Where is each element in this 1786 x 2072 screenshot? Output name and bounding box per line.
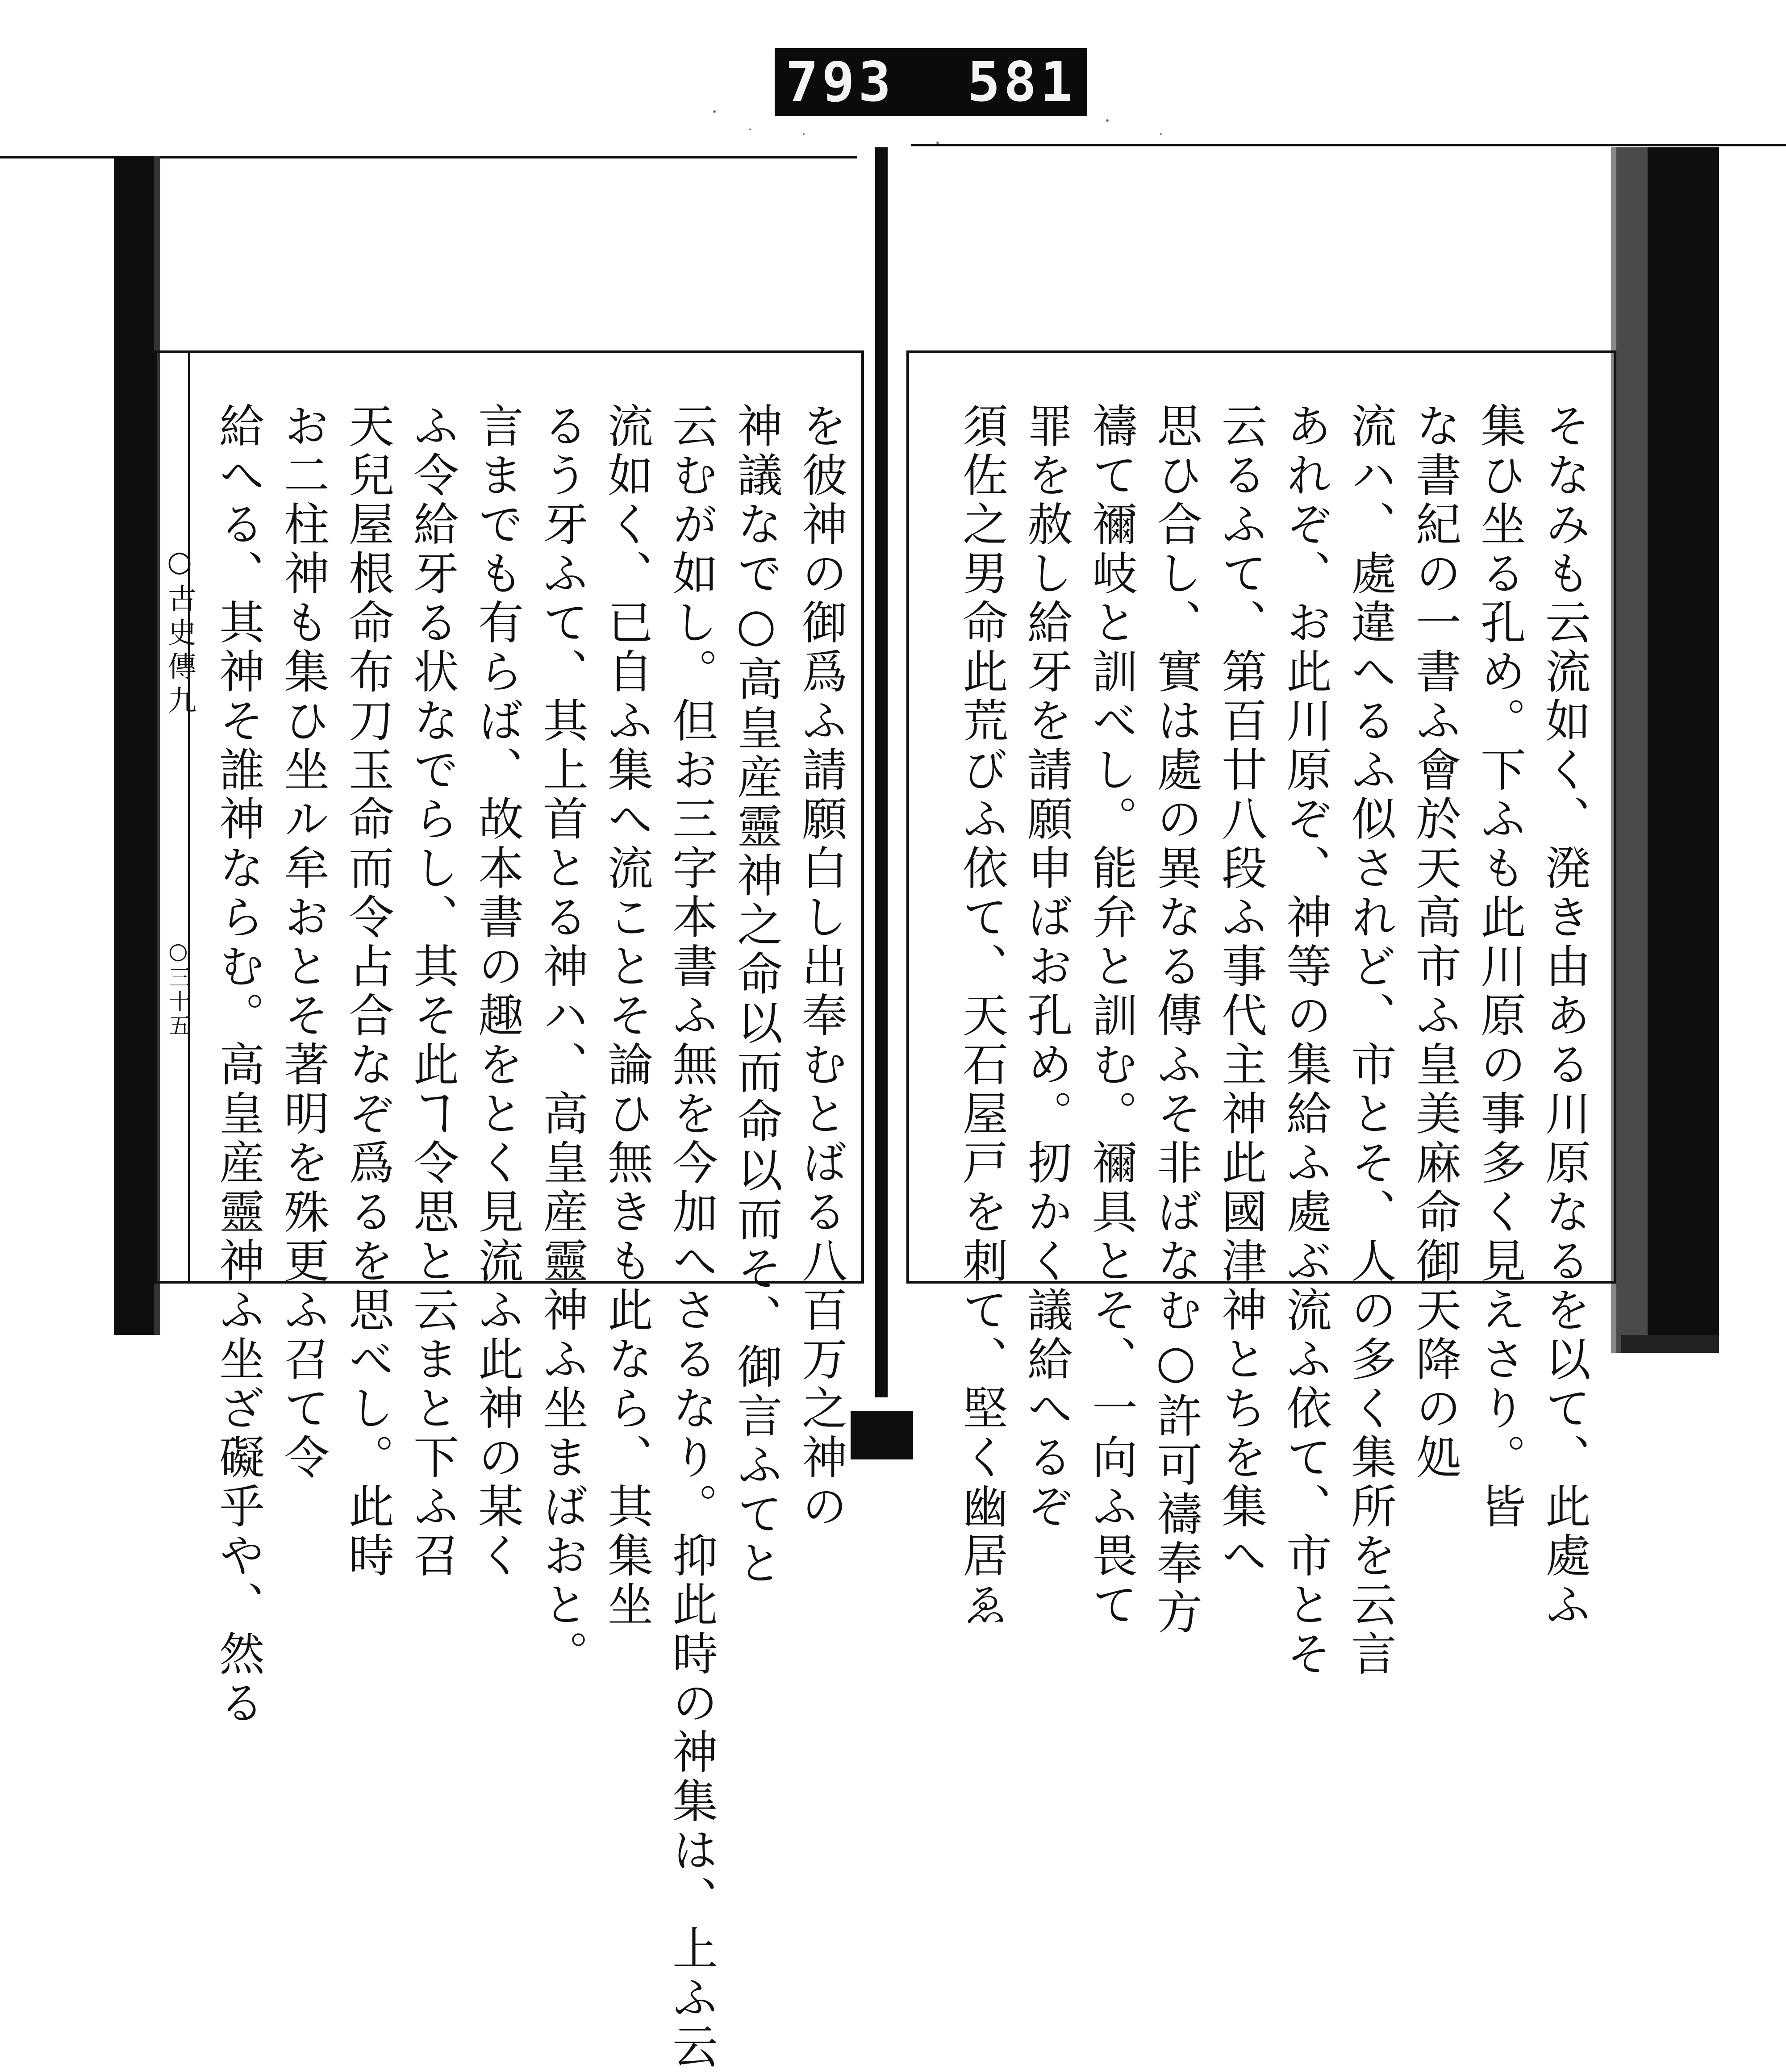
- left-col-8: 天兒屋根命布刀玉命而令占合なぞ爲るを思べし。此時: [341, 402, 394, 1581]
- left-col-10: 給へる、其神そ誰神ならむ。高皇産靈神ふ坐ざ礙乎や、然る: [212, 402, 265, 1728]
- right-col-1: そなみも云流如く、溌き由ある川原なるを以て、此處ふ: [1538, 402, 1591, 1630]
- right-page-text-frame: [906, 350, 1616, 1679]
- left-col-3: 云むが如し。但お三字本書ふ無を今加へさるなり。抑此時の神集は、上ふ云: [665, 402, 718, 2072]
- right-col-6: 云るふて、第百廿八段ふ事代主神此國津神とちを集へ: [1214, 402, 1267, 1581]
- left-page-margin-rule: [188, 353, 190, 1281]
- center-gutter: [875, 147, 888, 1397]
- running-title: ○古史傳九: [163, 545, 196, 719]
- right-page-edge: [1648, 147, 1719, 1353]
- gutter-base: [851, 1411, 913, 1459]
- right-col-7: 思ひ合し、實は處の異なる傳ふそ非ばなむ○許可禱奉方: [1149, 402, 1202, 1638]
- right-col-2: 集ひ坐る孔め。下ふも此川原の事多く見えさり。皆: [1473, 402, 1526, 1532]
- counter-right-number: 581: [967, 50, 1077, 114]
- left-col-6: 言までも有らば、故本書の趣をとく見流ふ此神の某く: [471, 402, 524, 1581]
- left-page-edge: [114, 156, 154, 1335]
- right-col-4: 流ハ、處違へるふ似されど、市とそ、人の多く集所を云言: [1344, 402, 1397, 1679]
- right-col-3: な書紀の一書ふ會於天高市ふ皇美麻命御天降の処: [1408, 402, 1461, 1483]
- left-col-4: 流如く、已自ふ集へ流ことそ論ひ無きも此なら、其集坐: [600, 402, 653, 1630]
- right-col-9: 罪を赦し給牙を請願申ばお孔め。扨かく議給へるぞ: [1020, 402, 1073, 1532]
- counter-left-number: 793: [785, 50, 895, 114]
- archive-counter-label: [775, 48, 1087, 116]
- left-col-2: 神議なで○高皇産靈神之命以而命以而そ、御言ふてと: [730, 402, 783, 1588]
- right-col-10: 須佐之男命此荒びふ依て、天石屋戸を刺て、堅く幽居ゑ: [955, 402, 1008, 1630]
- left-col-9: お二柱神も集ひ坐ル牟おとそ著明を殊更ふ召て令: [276, 402, 330, 1483]
- left-col-7: ふ令給牙る状なでらし、其そ此ヿ令思と云まと下ふ召: [406, 402, 459, 1581]
- right-col-8: 禱て禰岐と訓べし。能弁と訓む。禰具とそ、一向ふ畏て: [1085, 402, 1138, 1630]
- right-col-5: あれぞ、お此川原ぞ、神等の集給ふ處ぶ流ふ依て、市とそ: [1279, 402, 1332, 1679]
- left-page-text-frame: [154, 350, 864, 2072]
- left-col-5: るう牙ふて、其上首とる神ハ、高皇産靈神ふ坐まばおと。: [535, 402, 588, 1679]
- left-col-1: を彼神の御爲ふ請願白し出奉むとばる八百万之神の: [794, 402, 847, 1532]
- page-number: ○三十五: [165, 938, 191, 1038]
